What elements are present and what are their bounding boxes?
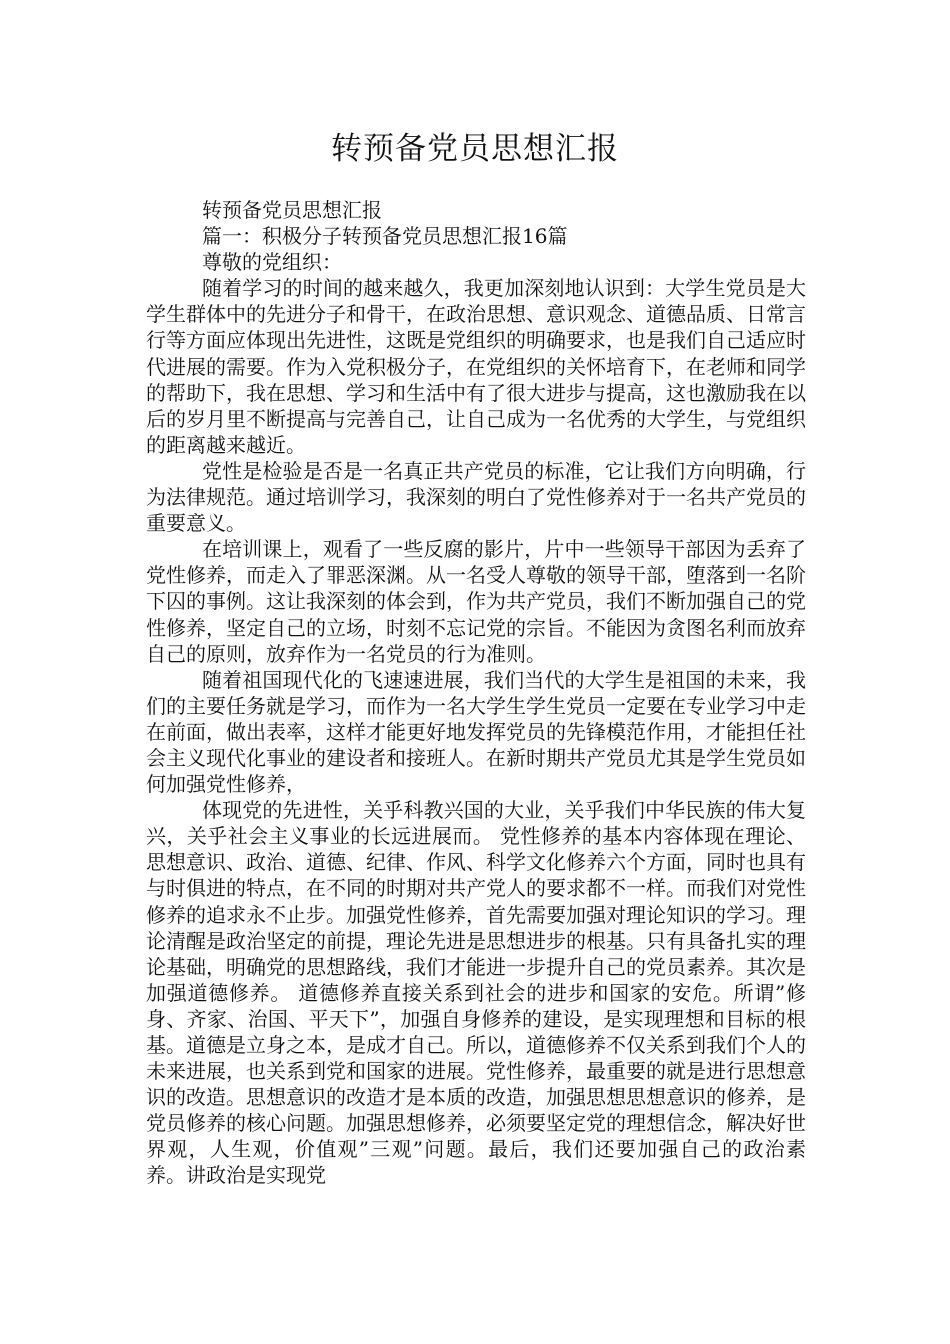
- body-paragraph: 党性是检验是否是一名真正共产党员的标准，它让我们方向明确，行为法律规范。通过培训学习，我深刻的明白了党性修养对于一名共产党员的重要意义。: [146, 458, 806, 536]
- chapter-heading: 篇一：积极分子转预备党员思想汇报16篇: [202, 224, 568, 249]
- document-body: [146, 197, 806, 1189]
- body-paragraph: 在培训课上，观看了一些反腐的影片，片中一些领导干部因为丢弃了党性修养，而走入了罪恶深渊。从一名受人尊敬的领导干部，堕落到一名阶下囚的事例。这让我深刻的体会到，作为共产党员，我们不断加强自己的党性修养，坚定自己的立场，时刻不忘记党的宗旨。不能因为贪图名利而放弃自己的原则，放弃作为一名党员的行为准则。: [146, 537, 806, 666]
- document-title: 转预备党员思想汇报: [331, 131, 619, 167]
- subtitle-line: 转预备党员思想汇报: [202, 198, 382, 222]
- body-paragraph: 体现党的先进性，关乎科教兴国的大业，关乎我们中华民族的伟大复兴，关乎社会主义事业的长远进展而。 党性修养的基本内容体现在理论、思想意识、政治、道德、纪律、作风、科学文化修养六个方面，同时也具有与时俱进的特点，在不同的时期对共产党人的要求都不一样。而我们对党性修养的追求永不止步。加强党性修养，首先需要加强对理论知识的学习。理论清醒是政治坚定的前提，理论先进是思想进步的根基。只有具备扎实的理论基础，明确党的思想路线，我们才能进一步提升自己的党员素养。其次是加强道德修养。 道德修养直接关系到社会的进步和国家的安危。所谓”修身、齐家、治国、平天下”，加强自身修养的建设，是实现理想和目标的根基。道德是立身之本，是成才自己。所以，道德修养不仅关系到我们个人的未来进展，也关系到党和国家的进展。党性修养，最重要的就是进行思想意识的改造。思想意识的改造才是本质的改造，加强思想思想意识的修养，是党员修养的核心问题。加强思想修养，必须要坚定党的理想信念，解决好世界观，人生观，价值观”三观”问题。最后，我们还要加强自己的政治素养。讲政治是实现党: [146, 798, 806, 1188]
- body-paragraph: 随着祖国现代化的飞速速进展，我们当代的大学生是祖国的未来，我们的主要任务就是学习，而作为一名大学生学生党员一定要在专业学习中走在前面，做出表率，这样才能更好地发挥党员的先锋模范作用，才能担任社会主义现代化事业的建设者和接班人。在新时期共产党员尤其是学生党员如何加强党性修养，: [146, 667, 806, 797]
- salutation: 尊敬的党组织：: [202, 250, 342, 275]
- body-paragraph: 随着学习的时间的越来越久，我更加深刻地认识到：大学生党员是大学生群体中的先进分子和骨干，在政治思想、意识观念、道德品质、日常言行等方面应体现出先进性，这既是党组织的明确要求，也是我们自己适应时代进展的需要。作为入党积极分子，在党组织的关怀培育下，在老师和同学的帮助下，我在思想、学习和生活中有了很大进步与提高，这也激励我在以后的岁月里不断提高与完善自己，让自己成为一名优秀的大学生，与党组织的距离越来越近。: [146, 276, 806, 457]
